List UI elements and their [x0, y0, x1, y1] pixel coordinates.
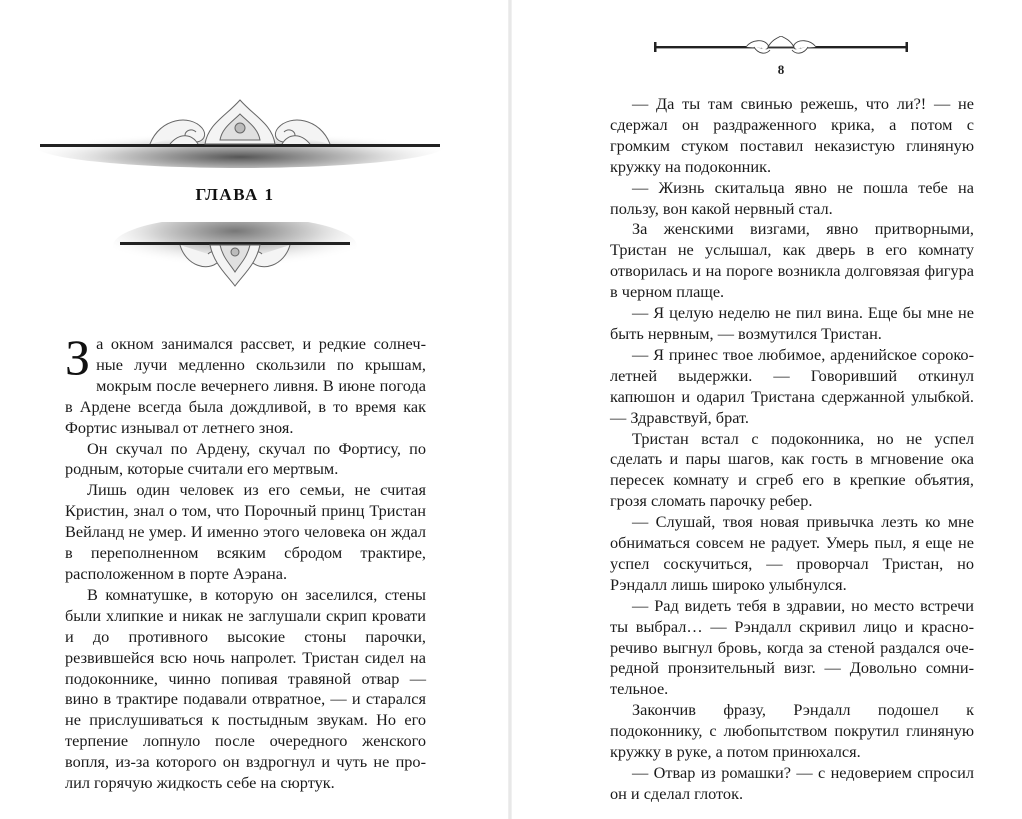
- right-body-text: [610, 94, 974, 805]
- paragraph: — Отвар из ромашки? — с недоверием спросил он и сделал глоток.: [610, 763, 974, 803]
- dropcap-letter: З: [65, 329, 91, 385]
- paragraph: Тристан встал с подоконника, но не успел сделать и пары шагов, как гость в мгновение ока пересек комнату и сгреб его в крепкие объятия, грозя сломать парочку ребер.: [610, 428, 974, 511]
- paragraph: Лишь один человек из его семьи, не считая Кристин, знал о том, что Порочный принц Тристан Вейланд не умер. И именно этого человека он ждал в переполненном всяким сбродом трактире, расположенном в порте Аэрана.: [65, 480, 426, 583]
- paragraph: Он скучал по Ардену, скучал по Фортису, по родным, которые считали его мертвым.: [65, 438, 426, 479]
- paragraph: — Рад видеть тебя в здравии, но место встречи ты выбрал… — Рэндалл скривил лицо и красноречиво выгнул бровь, когда за стеной раздался очередной пронзительный визг. — Довольно сомнительное.: [610, 595, 974, 699]
- chapter-ornament-top-icon: [30, 88, 450, 170]
- paragraph: В комнатушке, в которую он заселился, стены были хлипкие и никак не заглушали скрип кровати и до противного высокие стоны парочки, резвившейся всю ночь напролет. Тристан сидел на подоконнике, чинно попивая травяной отвар — вино в трактире подавали отвратное, — и старался не прислушиваться к постыдным звукам. Но его терпение лопнуло после очередного женского вопля, из-за которого он вздрогнул и чуть не пролил горячую жидкость себе на сюртук.: [65, 584, 426, 793]
- paragraph: — Жизнь скитальца явно не пошла тебе на пользу, вон какой нервный стал.: [610, 177, 974, 218]
- paragraph: За окном занимался рассвет, и редкие солнечные лучи медленно скользили по крышам, мокрым после вечернего ливня. В июне погода в Ардене всегда была дождливой, в то время как Фортис изнывал от летнего зноя.: [65, 329, 426, 437]
- paragraph: За женскими визгами, явно притворными, Тристан не услышал, как дверь в его комнату отворилась и на пороге возникла долговязая фигура в черном плаще.: [610, 219, 974, 302]
- left-page: [0, 0, 509, 819]
- paragraph: — Слушай, твоя новая привычка лезть ко мне обниматься совсем не радует. Умерь пыл, я еще не успел соскучиться, — проворчал Тристан, но Рэндалл лишь широко улыбнулся.: [610, 512, 974, 594]
- paragraph: Закончив фразу, Рэндалл подошел к подоконнику, с любопытством покрутил глиняную кружку в руке, а потом принюхался.: [610, 700, 974, 762]
- left-body-text: [65, 329, 426, 794]
- header-rule-ornament-icon: [654, 36, 908, 58]
- page-number: 8: [777, 62, 785, 77]
- chapter-ornament-bottom-icon: [110, 222, 360, 292]
- paragraph: — Да ты там свинью режешь, что ли?! — не сдержал он раздраженного крика, а потом с громким стуком поставил неказистую глиняную кружку на подоконник.: [610, 94, 974, 176]
- paragraph: — Я принес твое любимое, арденийское сороколетней выдержки. — Говоривший откинул капюшон и одарил Тристана сдержанной улыбкой. — Здравствуй, брат.: [610, 344, 974, 427]
- chapter-title: ГЛАВА 1: [195, 185, 275, 204]
- paragraph: — Я целую неделю не пил вина. Еще бы мне не быть нервным, — возмутился Тристан.: [610, 303, 974, 343]
